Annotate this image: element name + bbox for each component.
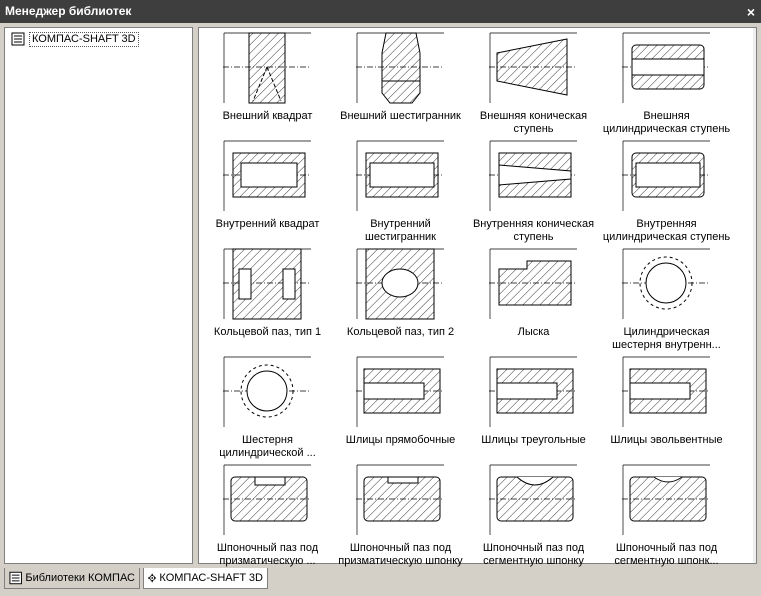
internal-gear-icon [620,247,712,323]
prismatic-keyway-2-icon [354,463,446,539]
library-item[interactable] [467,246,600,354]
library-item[interactable] [201,246,334,354]
library-item-caption: Кольцевой паз, тип 1 [213,326,322,338]
library-item-caption: Шлицы прямобочные [345,434,456,446]
library-item[interactable] [467,138,600,246]
library-item[interactable] [600,138,733,246]
ring-groove-type2-icon [354,247,446,323]
library-item[interactable] [600,354,733,462]
library-item[interactable] [600,462,733,570]
flat-icon [487,247,579,323]
triangular-splines-icon [487,355,579,431]
shaft-gear-icon [148,571,156,585]
library-item-caption: Шлицы треугольные [481,434,586,446]
inner-hexagon-icon [354,139,446,215]
segment-keyway-2-icon [620,463,712,539]
involute-splines-icon [620,355,712,431]
library-item-caption: Шпоночный паз под призматическую шпонку [338,542,463,567]
library-item[interactable] [201,354,334,462]
library-item[interactable] [334,138,467,246]
close-icon[interactable]: × [746,4,755,20]
library-item-caption: Внешняя коническая ступень [479,110,588,135]
library-item[interactable] [600,30,733,138]
outer-hexagon-icon [354,31,446,107]
library-item-caption: Внутренняя коническая ступень [472,218,595,243]
window-title: Менеджер библиотек [5,4,132,18]
library-item[interactable] [201,138,334,246]
library-item-caption: Кольцевой паз, тип 2 [346,326,455,338]
library-item-caption: Цилиндрическая шестерня внутренн... [612,326,721,351]
library-item-caption: Шестерня цилиндрической ... [219,434,316,459]
library-item[interactable] [201,462,334,570]
library-tree [4,27,193,564]
outer-cylindrical-step-icon [620,31,712,107]
library-item[interactable] [467,30,600,138]
content-scrollbar[interactable] [753,28,756,563]
library-item-caption: Внутренний шестигранник [365,218,436,243]
straight-splines-icon [354,355,446,431]
library-item[interactable] [201,30,334,138]
segment-keyway-icon [487,463,579,539]
tab-kompas-libraries[interactable] [4,568,140,589]
library-content-panel [198,27,757,567]
library-item[interactable] [334,354,467,462]
library-item-caption: Лыска [517,326,550,338]
tree-item-label: КОМПАС-SHAFT 3D [29,32,139,47]
tab-kompas-shaft[interactable] [143,568,268,589]
spur-gear-icon [221,355,313,431]
library-item-caption: Внешний шестигранник [340,110,461,122]
tree-item-kompas-shaft[interactable] [11,31,139,47]
library-item-caption: Шпоночный паз под сегментную шпонку [482,542,585,567]
library-item-caption: Шпоночный паз под призматическую ... [216,542,319,567]
inner-cylindrical-step-icon [620,139,712,215]
inner-conical-step-icon [487,139,579,215]
library-item-caption: Шпоночный паз под сегментную шпонк... [614,542,719,567]
libraries-icon [9,571,22,585]
library-item[interactable] [334,462,467,570]
library-item-caption: Шлицы эвольвентные [610,434,723,446]
ring-groove-type1-icon [221,247,313,323]
outer-square-icon [221,31,313,107]
library-item[interactable] [334,30,467,138]
library-item[interactable] [334,246,467,354]
library-item-caption: Внутренний квадрат [215,218,320,230]
tab-label: КОМПАС-SHAFT 3D [159,572,263,584]
outer-conical-step-icon [487,31,579,107]
tab-label: Библиотеки КОМПАС [25,572,135,584]
prismatic-keyway-icon [221,463,313,539]
title-bar [0,0,761,23]
library-item-caption: Внешний квадрат [222,110,313,122]
inner-square-icon [221,139,313,215]
library-item-caption: Внутренняя цилиндрическая ступень [602,218,731,243]
library-item[interactable] [467,354,600,462]
library-icon [11,32,25,46]
library-item-caption: Внешняя цилиндрическая ступень [602,110,731,135]
library-item[interactable] [600,246,733,354]
library-item[interactable] [467,462,600,570]
